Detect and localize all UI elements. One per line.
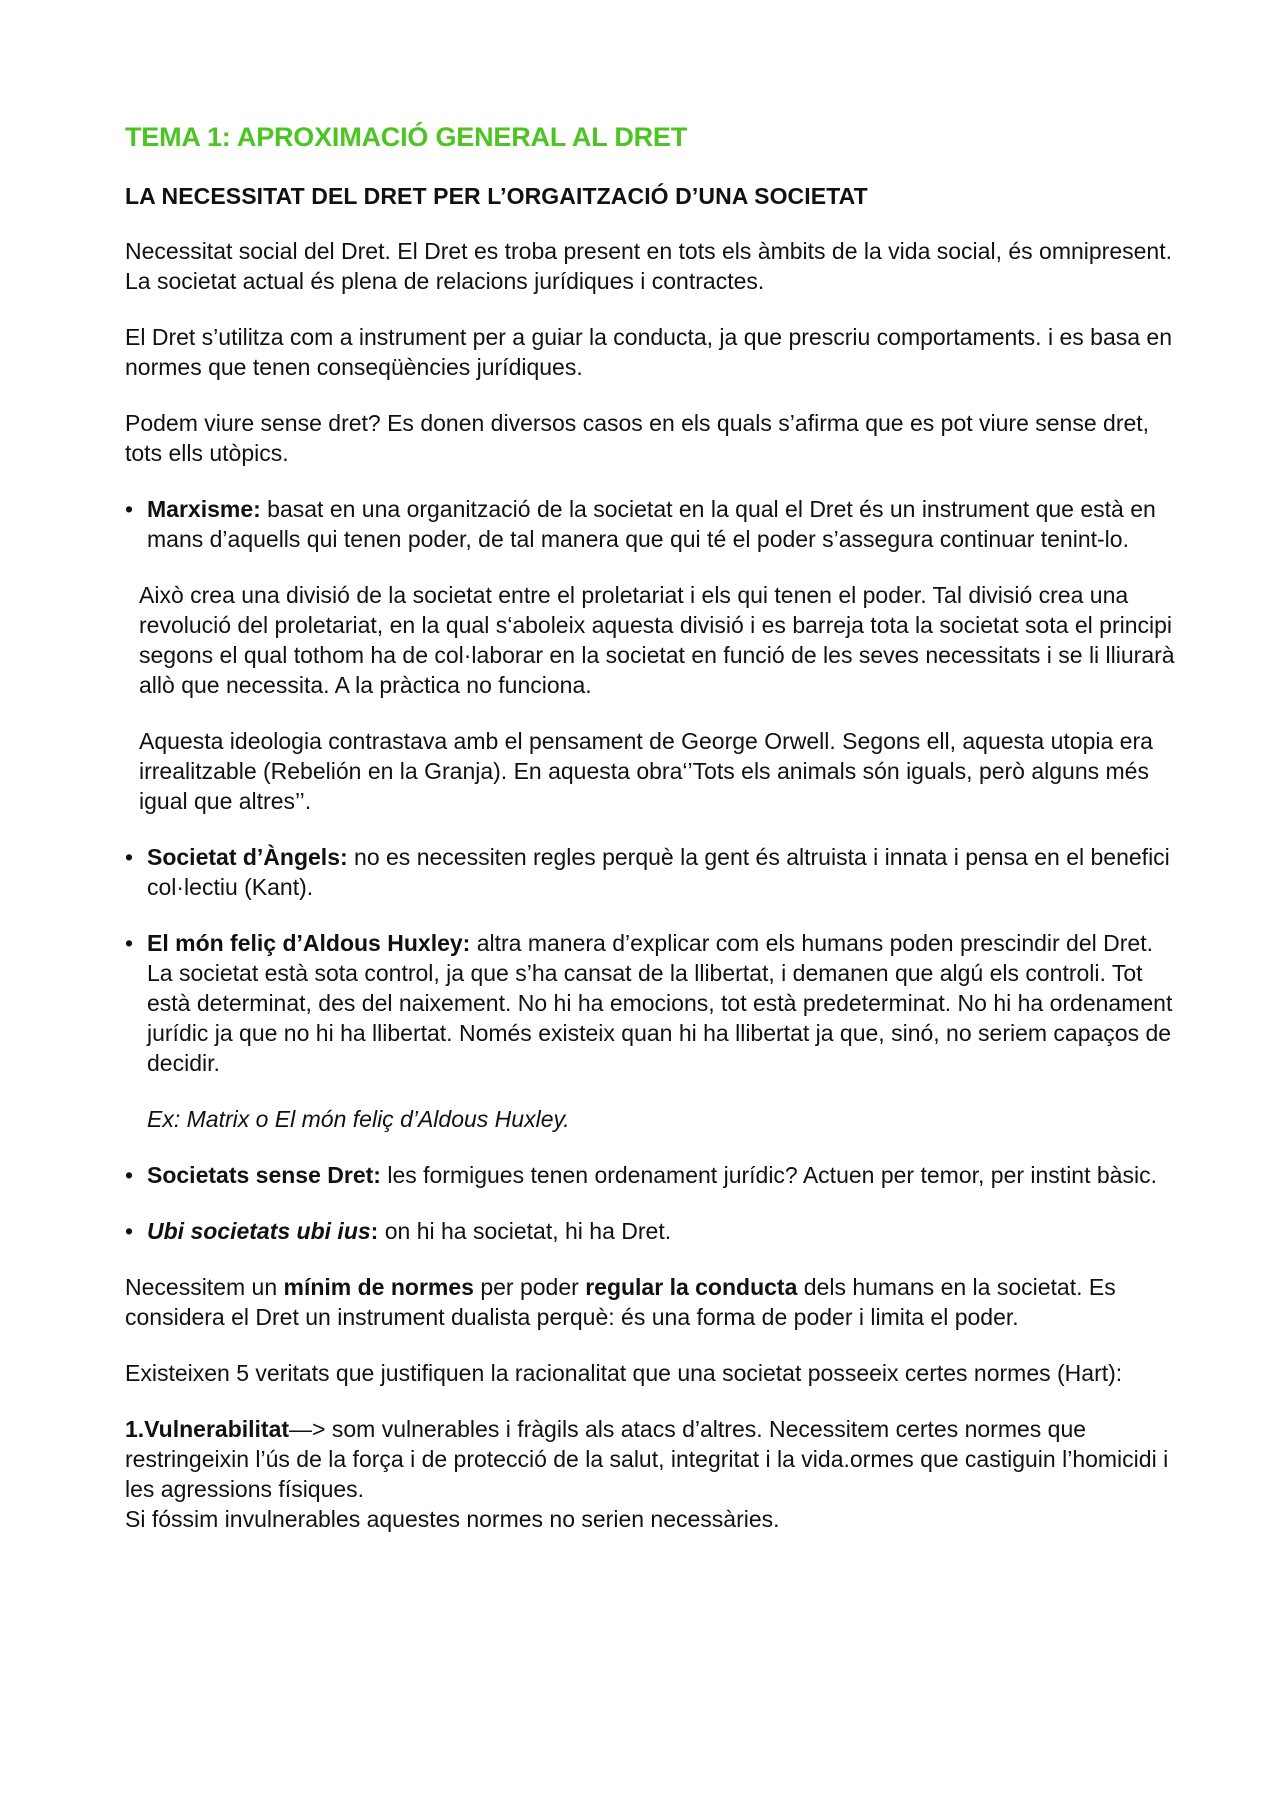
hart-paragraph: Existeixen 5 veritats que justifiquen la racionalitat que una societat posseeix certes normes (Hart): (125, 1360, 1123, 1386)
vulnerabilitat-term: 1.Vulnerabilitat (125, 1416, 290, 1442)
minim-bold-2: regular la conducta (585, 1274, 798, 1300)
angels-text (147, 842, 1180, 902)
minim-bold-1: mínim de normes (283, 1274, 474, 1300)
marxisme-text (147, 494, 1180, 554)
page-title: TEMA 1: APROXIMACIÓ GENERAL AL DRET (125, 122, 688, 152)
bullet-icon: • (125, 844, 134, 870)
section-subtitle: LA NECESSITAT DEL DRET PER L’ORGAITZACIÓ D’UNA SOCIETAT (125, 183, 868, 209)
ubi-text (147, 1216, 1180, 1246)
bullet-icon: • (125, 496, 134, 522)
huxley-example: Ex: Matrix o El món feliç d’Aldous Huxley. (147, 1106, 570, 1132)
bullet-icon: • (125, 930, 134, 956)
vulnerabilitat-description: —> som vulnerables i fràgils als atacs d’altres. Necessitem certes normes que restringeixin l’ús de la força i de protecció de la salut, integritat i la vida.ormes que castiguin l’homicidi i les agressions físiques. (125, 1416, 1169, 1502)
list-item-huxley (125, 928, 1180, 1078)
minim-text-3: dels humans en la societat. Es considera el Dret un instrument dualista perquè: és una forma de poder i limita el poder. (125, 1274, 1116, 1330)
angels-description: no es necessiten regles perquè la gent és altruista i innata i pensa en el benefici col·lectiu (Kant). (147, 844, 1170, 900)
sense-dret-description: les formigues tenen ordenament jurídic? Actuen per temor, per instint bàsic. (380, 1162, 1157, 1188)
marxisme-followup-2: Aquesta ideologia contrastava amb el pensament de George Orwell. Segons ell, aquesta utopia era irrealitzable (Rebelión en la Granja). En aquesta obra‘’Tots els animals són iguals, però alguns més igual que altres’’. (139, 728, 1153, 814)
list-item-angels (125, 842, 1180, 902)
angels-term: Societat d’Àngels: (147, 844, 348, 870)
intro-paragraph-2: El Dret s’utilitza com a instrument per a guiar la conducta, ja que prescriu comportaments. i es basa en normes que tenen conseqüències jurídiques. (125, 324, 1172, 380)
intro-paragraph-1: Necessitat social del Dret. El Dret es troba present en tots els àmbits de la vida social, és omnipresent. La societat actual és plena de relacions jurídiques i contractes. (125, 238, 1172, 294)
bullet-icon: • (125, 1162, 134, 1188)
list-item-ubi (125, 1216, 1180, 1246)
intro-paragraph-3: Podem viure sense dret? Es donen diversos casos en els quals s’afirma que es pot viure sense dret, tots ells utòpics. (125, 410, 1150, 466)
bullet-icon: • (125, 1218, 134, 1244)
minim-text-1: Necessitem un (125, 1274, 284, 1300)
marxisme-description: basat en una organització de la societat en la qual el Dret és un instrument que està en mans d’aquells qui tenen poder, de tal manera que qui té el poder s’assegura continuar tenint-lo. (147, 496, 1156, 552)
minim-paragraph (125, 1272, 1180, 1332)
marxisme-followup-1: Això crea una divisió de la societat entre el proletariat i els qui tenen el poder. Tal divisió crea una revolució del proletariat, en la qual s‘aboleix aquesta divisió i es barreja tota la societat sota el principi segons el qual tothom ha de col·laborar en la societat en funció de les seves necessitats i se li lliurarà allò que necessita. A la pràctica no funciona. (139, 582, 1175, 698)
list-item-sense-dret (125, 1160, 1180, 1190)
huxley-term: El món feliç d’Aldous Huxley: (147, 930, 471, 956)
ubi-colon: : (370, 1218, 379, 1244)
huxley-text (147, 928, 1180, 1078)
vulnerabilitat-last-line: Si fóssim invulnerables aquestes normes no serien necessàries. (125, 1506, 780, 1532)
ubi-term: Ubi societats ubi ius (147, 1218, 371, 1244)
minim-text-2: per poder (473, 1274, 586, 1300)
vulnerabilitat-paragraph (125, 1414, 1180, 1504)
list-item-marxisme (125, 494, 1180, 554)
sense-dret-term: Societats sense Dret: (147, 1162, 381, 1188)
sense-dret-text (147, 1160, 1180, 1190)
huxley-description: altra manera d’explicar com els humans poden prescindir del Dret. La societat està sota control, ja que s’ha cansat de la llibertat, i demanen que algú els controli. Tot està determinat, des del naixement. No hi ha emocions, tot està predeterminat. No hi ha ordenament jurídic ja que no hi ha llibertat. Només existeix quan hi ha llibertat ja que, sinó, no seriem capaços de decidir. (147, 930, 1173, 1076)
ubi-description: on hi ha societat, hi ha Dret. (378, 1218, 672, 1244)
marxisme-term: Marxisme: (147, 496, 261, 522)
